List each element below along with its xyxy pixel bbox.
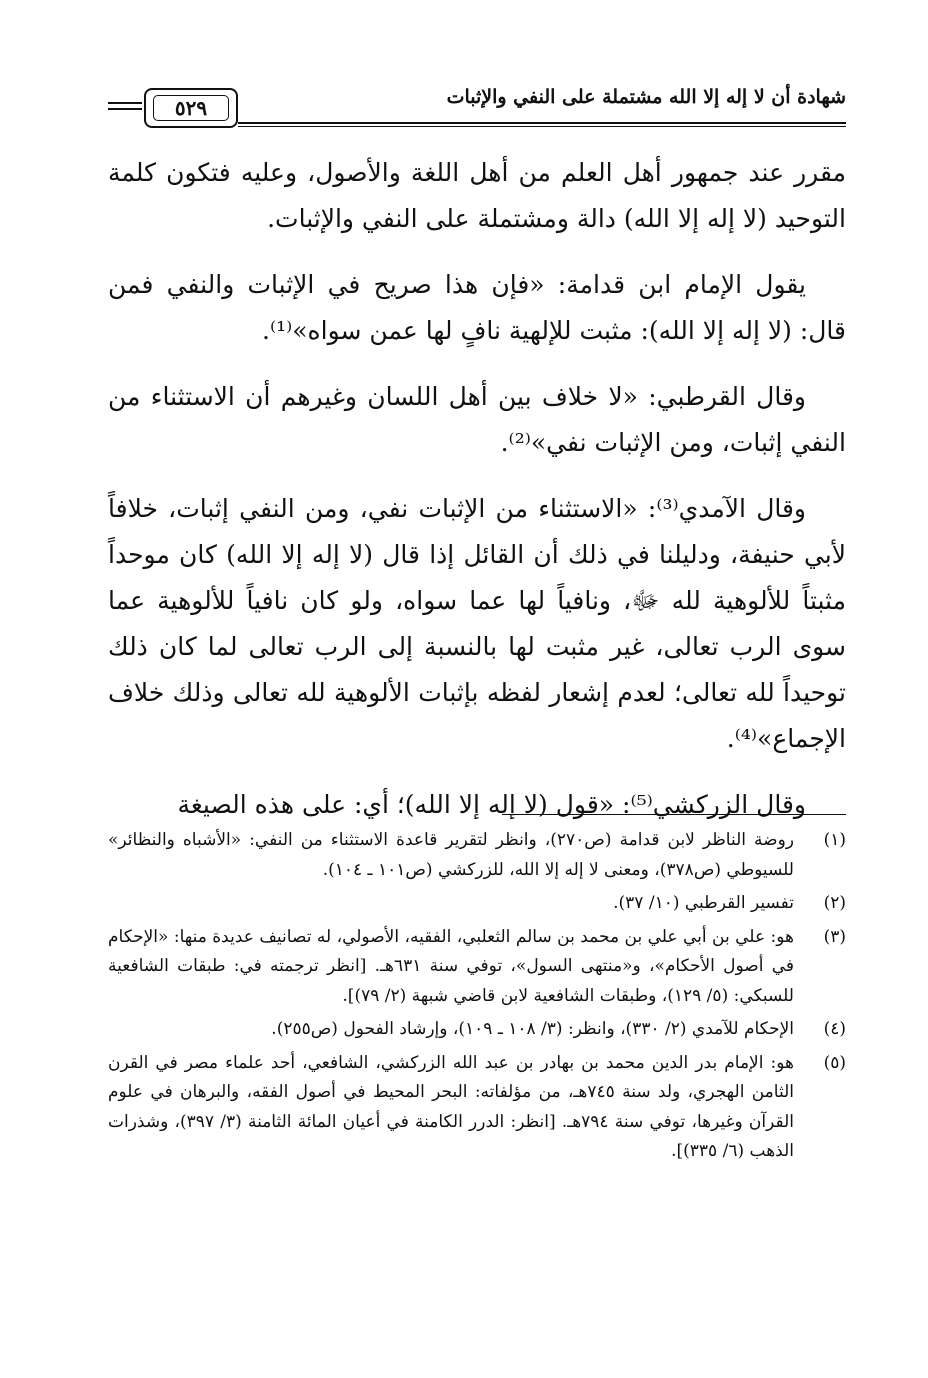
header-rule-thin xyxy=(238,126,846,127)
footnotes xyxy=(108,826,846,1171)
badge-ornament-line xyxy=(108,102,142,104)
footnote xyxy=(108,1015,846,1045)
footnote-number: (٥) xyxy=(823,1052,846,1073)
footnote-number: (١) xyxy=(823,830,846,850)
footnote-separator xyxy=(502,814,846,815)
paragraph: يقول الإمام ابن قدامة: «فإن هذا صريح في الإثبات والنفي فمن قال: (لا إله إلا الله): مثبت للإلهية نافٍ لها عمن سواه»⁽¹⁾. xyxy=(108,270,846,345)
footnote xyxy=(108,889,846,919)
footnote-text: هو: الإمام بدر الدين محمد بن بهادر بن عبد الله الزركشي، الشافعي، أحد علماء مصر في القرن الثامن الهجري، ولد سنة ٧٤٥هـ، من مؤلفاته: البحر المحيط في أصول الفقه، والبرهان في علوم القرآن وغيرها، توفي سنة ٧٩٤هـ. [انظر: الدرر الكامنة في أعيان المائة الثامنة (٣/ ٣٩٧)، وشذرات الذهب (٦/ ٣٣٥)]. xyxy=(108,1052,795,1161)
footnote-text: تفسير القرطبي (١٠/ ٣٧). xyxy=(613,893,794,913)
paragraph: وقال الآمدي⁽³⁾: «الاستثناء من الإثبات نفي، ومن النفي إثبات، خلافاً لأبي حنيفة، ودليلنا في ذلك أن القائل إذا قال (لا إله إلا الله) كان موحداً مثبتاً للألوهية لله ﷻ، ونافياً لها عما سواه، ولو كان نافياً للألوهية عما سوى الرب تعالى، غير مثبت لها بالنسبة إلى الرب تعالى لما كان ذلك توحيداً لله تعالى؛ لعدم إشعار لفظه بإثبات الألوهية لله تعالى وذلك خلاف الإجماع»⁽⁴⁾. xyxy=(108,494,846,753)
footnote-text: هو: علي بن أبي علي بن محمد بن سالم الثعلبي، الفقيه، الأصولي، له تصانيف عديدة منها: «الإحكام في أصول الأحكام»، و«منتهى السول»، توفي سنة ٦٣١هـ. [انظر ترجمته في: طبقات الشافعية للسبكي: (٥/ ١٢٩)، وطبقات الشافعية لابن قاضي شبهة (٢/ ٧٩)]. xyxy=(108,926,794,1006)
paragraph: مقرر عند جمهور أهل العلم من أهل اللغة والأصول، وعليه فتكون كلمة التوحيد (لا إله إلا الله) دالة ومشتملة على النفي والإثبات. xyxy=(108,158,846,233)
header-rule xyxy=(238,122,846,124)
footnote xyxy=(108,1049,846,1167)
page-number-badge xyxy=(144,88,238,128)
main-text xyxy=(108,150,846,848)
footnote-text: الإحكام للآمدي (٢/ ٣٣٠)، وانظر: (٣/ ١٠٨ ـ ١٠٩)، وإرشاد الفحول (ص٢٥٥). xyxy=(271,1019,794,1039)
footnote xyxy=(108,826,846,885)
footnote-text: روضة الناظر لابن قدامة (ص٢٧٠)، وانظر لتقرير قاعدة الاستثناء من النفي: «الأشباه والنظائر» للسيوطي (ص٣٧٨)، ومعنى لا إله إلا الله، للزركشي (ص١٠١ ـ ١٠٤). xyxy=(108,830,794,880)
page-number: ٥٢٩ xyxy=(174,96,208,120)
paragraph: وقال القرطبي: «لا خلاف بين أهل اللسان وغيرهم أن الاستثناء من النفي إثبات، ومن الإثبات نفي»⁽²⁾. xyxy=(108,382,846,457)
footnote-number: (٢) xyxy=(823,893,846,913)
page-header xyxy=(108,84,846,128)
footnote-number: (٤) xyxy=(823,1019,846,1039)
badge-ornament-line xyxy=(108,108,142,110)
running-title: شهادة أن لا إله إلا الله مشتملة على النفي والإثبات xyxy=(446,86,846,108)
paragraph: وقال الزركشي⁽⁵⁾: «قول (لا إله إلا الله)؛ أي: على هذه الصيغة xyxy=(177,790,806,819)
footnote xyxy=(108,923,846,1012)
footnote-number: (٣) xyxy=(823,926,846,947)
